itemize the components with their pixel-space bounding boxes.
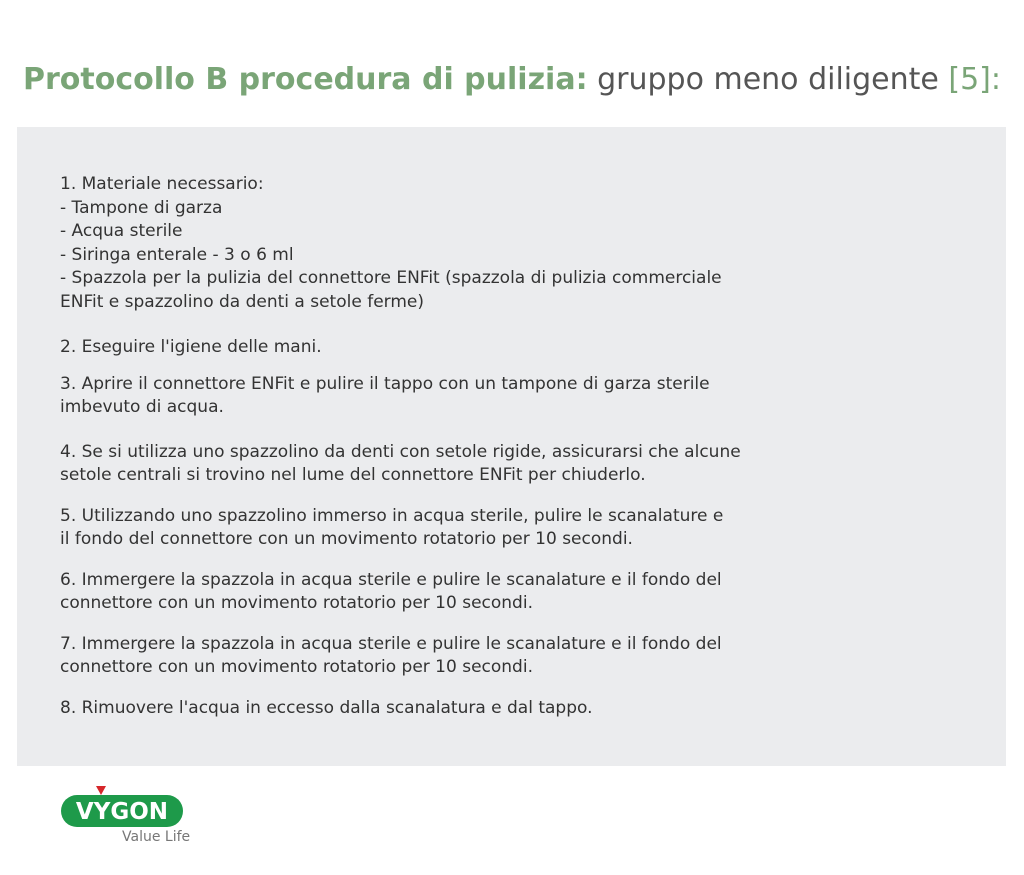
- step-line: - Spazzola per la pulizia del connettore ENFit (spazzola di pulizia commerciale: [60, 268, 722, 288]
- vygon-logo-mark: [60, 785, 184, 831]
- logo-red-marker: [96, 786, 106, 795]
- logo-brand-text: VYGON: [75, 799, 169, 825]
- step-line: connettore con un movimento rotatorio per 10 secondi.: [60, 657, 533, 677]
- step-4: [60, 441, 860, 488]
- step-line: 3. Aprire il connettore ENFit e pulire il tappo con un tampone di garza sterile: [60, 373, 710, 394]
- step-line: imbevuto di acqua.: [60, 397, 224, 417]
- instructions-panel: [17, 127, 1006, 766]
- step-line: - Acqua sterile: [60, 221, 183, 241]
- step-line: ENFit e spazzolino da denti a setole ferme): [60, 291, 424, 312]
- step-8: [60, 697, 860, 721]
- page-title-bold: Protocollo B procedura di pulizia:: [22, 62, 588, 97]
- step-5: [60, 505, 860, 552]
- step-7: [60, 633, 860, 680]
- page-title: [0, 58, 1024, 102]
- step-1: [60, 173, 860, 314]
- step-line: connettore con un movimento rotatorio per 10 secondi.: [60, 593, 533, 613]
- step-line: 1. Materiale necessario:: [60, 174, 264, 194]
- step-line: 2. Eseguire l'igiene delle mani.: [60, 337, 322, 357]
- step-line: - Siringa enterale - 3 o 6 ml: [60, 244, 294, 265]
- step-line: 5. Utilizzando uno spazzolino immerso in acqua sterile, pulire le scanalature e: [60, 505, 724, 526]
- step-line: setole centrali si trovino nel lume del connettore ENFit per chiuderlo.: [60, 465, 646, 485]
- step-line: - Tampone di garza: [60, 197, 223, 218]
- step-line: 8. Rimuovere l'acqua in eccesso dalla scanalatura e dal tappo.: [60, 697, 593, 718]
- step-line: il fondo del connettore con un movimento rotatorio per 10 secondi.: [60, 529, 633, 549]
- step-2: [60, 336, 860, 360]
- step-line: 6. Immergere la spazzola in acqua sterile e pulire le scanalature e il fondo del: [60, 569, 722, 590]
- step-6: [60, 569, 860, 616]
- step-line: 4. Se si utilizza uno spazzolino da denti con setole rigide, assicurarsi che alcune: [60, 441, 741, 462]
- steps-list: [60, 173, 860, 720]
- step-line: 7. Immergere la spazzola in acqua sterile e pulire le scanalature e il fondo del: [60, 633, 722, 654]
- page-title-subtitle: gruppo meno diligente: [587, 62, 949, 97]
- logo-tagline: Value Life: [122, 829, 191, 845]
- step-3: [60, 373, 860, 420]
- vygon-logo: [60, 785, 200, 855]
- page-title-reference: [5]:: [948, 62, 1001, 97]
